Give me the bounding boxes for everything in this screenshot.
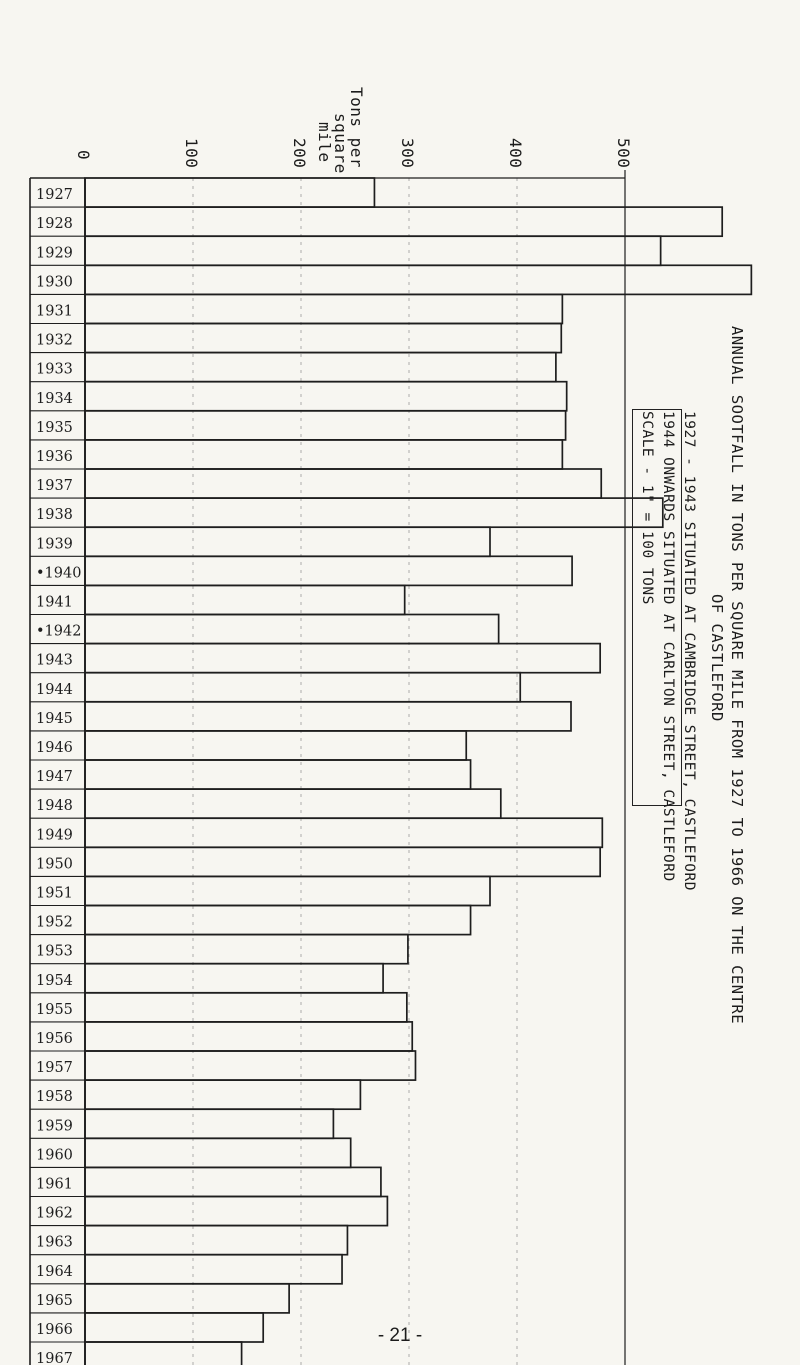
note-location-1944-onwards: 1944 ONWARDS SITUATED AT CARLTON STREET, CASTLEFORD [660,411,676,882]
tick-label-200: 200 [290,138,309,169]
bar-1933 [85,353,556,382]
year-label-1956: 1956 [36,1031,73,1047]
bar-1950 [85,847,600,876]
note-scale: SCALE - 1" = 100 TONS [639,411,655,605]
bar-1962 [85,1197,387,1226]
tick-label-300: 300 [398,138,417,169]
year-label-1928: 1928 [36,216,73,233]
bar-1945 [85,702,571,731]
year-label-1948: 1948 [36,798,73,815]
year-label-1939: 1939 [36,536,73,553]
year-label-1944: 1944 [36,681,73,698]
bar-1929 [85,236,661,265]
bar-1959 [85,1109,333,1138]
year-label-1950: 1950 [36,856,73,873]
year-label-1959: 1959 [36,1118,73,1135]
bar-1944 [85,673,520,702]
year-label-1960: 1960 [36,1147,73,1164]
bar-1932 [85,324,561,353]
bar-1934 [85,382,567,411]
bar-1949 [85,818,602,847]
year-label-1963: 1963 [36,1234,73,1251]
year-label-1951: 1951 [36,885,73,902]
value-axis-label-line-1: Tons per [347,87,366,169]
year-label-1953: 1953 [36,943,73,960]
year-label-1929: 1929 [36,245,73,262]
year-label-1961: 1961 [36,1176,73,1193]
year-label-1940: •1940 [36,565,82,582]
year-label-1962: 1962 [36,1205,73,1222]
year-label-1955: 1955 [36,1001,73,1018]
tick-label-100: 100 [182,138,201,169]
page-number: - 21 - [377,1325,423,1346]
bar-1958 [85,1080,360,1109]
chart-gridlines [193,178,625,1365]
bar-1957 [85,1051,415,1080]
bar-1961 [85,1167,381,1196]
bar-1930 [85,265,751,294]
bar-1941 [85,585,405,614]
year-label-1930: 1930 [36,274,73,291]
year-label-1967: 1967 [36,1351,73,1365]
bar-1935 [85,411,566,440]
tick-label-500: 500 [614,138,633,169]
year-label-1966: 1966 [36,1322,73,1338]
bar-1952 [85,906,471,935]
bar-1954 [85,964,383,993]
year-label-1937: 1937 [36,478,73,495]
year-label-1941: 1941 [36,594,73,611]
year-label-1943: 1943 [36,652,73,669]
bar-1940 [85,556,572,585]
year-label-1965: 1965 [36,1292,73,1309]
bar-1943 [85,644,600,673]
year-label-1947: 1947 [36,769,73,786]
bar-1955 [85,993,407,1022]
bar-1931 [85,294,562,323]
year-label-1949: 1949 [36,827,73,844]
bar-1947 [85,760,471,789]
chart-axes [30,170,625,1365]
note-location-1927-1943: 1927 - 1943 SITUATED AT CAMBRIDGE STREET, CASTLEFORD [681,411,697,891]
bar-1948 [85,789,501,818]
year-label-1938: 1938 [36,507,73,524]
year-label-1958: 1958 [36,1089,73,1106]
bar-1928 [85,207,722,236]
bar-1956 [85,1022,412,1051]
bar-1936 [85,440,562,469]
bar-1927 [85,178,374,207]
year-label-1945: 1945 [36,710,73,727]
year-label-1942: •1942 [36,623,82,640]
value-axis-label-line-3: mile [315,122,334,163]
year-label-1934: 1934 [36,390,73,407]
bar-1942 [85,615,499,644]
year-label-1933: 1933 [36,361,73,378]
year-label-1935: 1935 [36,419,73,436]
chart-year-labels [36,187,81,1365]
chart-title-line-2: OF CASTLEFORD [708,594,726,722]
year-label-1932: 1932 [36,332,73,349]
value-axis-label-line-2: square [331,113,350,174]
bar-1939 [85,527,490,556]
year-label-1927: 1927 [36,187,73,204]
bar-1951 [85,876,490,905]
year-label-1931: 1931 [36,303,73,320]
chart-title: ANNUAL SOOTFALL IN TONS PER SQUARE MILE FROM 1927 TO 1966 ON THE CENTRE [728,326,746,1025]
year-label-1946: 1946 [36,740,73,756]
bar-1965 [85,1284,289,1313]
bar-1937 [85,469,601,498]
year-label-1964: 1964 [36,1263,73,1280]
year-label-1952: 1952 [36,914,73,931]
bar-1960 [85,1138,351,1167]
bar-1953 [85,935,408,964]
year-label-1954: 1954 [36,972,73,989]
bar-1938 [85,498,663,527]
tick-label-0: 0 [74,150,93,161]
bar-1963 [85,1226,347,1255]
tick-label-400: 400 [506,138,525,169]
year-label-1957: 1957 [36,1060,73,1077]
bar-1964 [85,1255,342,1284]
year-label-1936: 1936 [36,449,73,465]
